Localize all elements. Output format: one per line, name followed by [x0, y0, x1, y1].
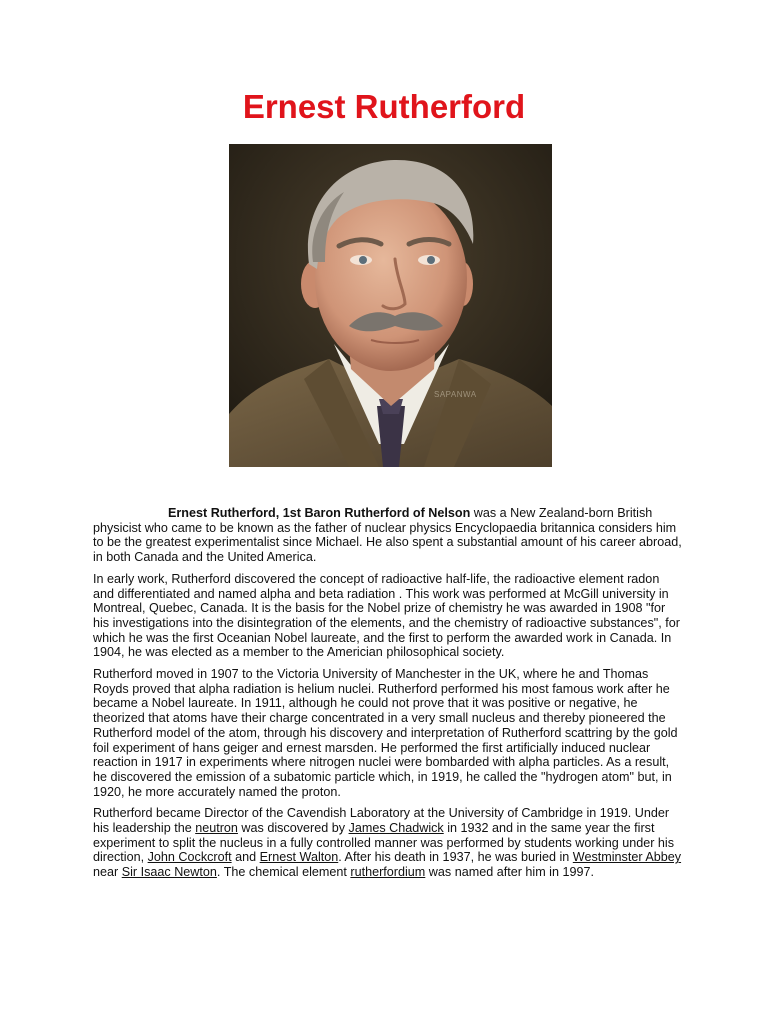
link-westminster-abbey[interactable]: Westminster Abbey: [572, 850, 682, 865]
link-neutron[interactable]: neutron: [195, 821, 238, 836]
portrait-watermark: SAPANWA: [434, 390, 477, 399]
portrait-illustration: [229, 144, 552, 467]
cambridge-text-2: was discovered by: [237, 821, 349, 836]
intro-text: was a New Zealand-born British physicist who came to be known as the father of nuclear physics Encyclopaedia britannica considers him to be the greatest experimentalist since Michael. He also spent a substantial amount of his career abroad, in both Canada and the United America.: [93, 506, 682, 565]
cambridge-text-7: . The chemical element: [216, 865, 351, 880]
cambridge-text-4: and: [231, 850, 260, 865]
paragraph-intro: [93, 506, 683, 565]
cambridge-text-1: Rutherford became Director of the Cavendish Laboratory at the University of Cambridge in 1919. Under his leadership the: [93, 806, 670, 836]
link-john-cockcroft[interactable]: John Cockcroft: [147, 850, 232, 865]
link-rutherfordium[interactable]: rutherfordium: [350, 865, 426, 880]
link-ernest-walton[interactable]: Ernest Walton: [259, 850, 339, 865]
paragraph-cambridge: [93, 806, 683, 880]
link-james-chadwick[interactable]: James Chadwick: [348, 821, 444, 836]
cambridge-text-8: was named after him in 1997.: [425, 865, 595, 880]
link-sir-isaac-newton[interactable]: Sir Isaac Newton: [121, 865, 217, 880]
subject-full-name: Ernest Rutherford, 1st Baron Rutherford of Nelson: [168, 506, 471, 520]
cambridge-text-6: near: [93, 865, 122, 880]
portrait-photo: [229, 144, 552, 467]
paragraph-manchester: Rutherford moved in 1907 to the Victoria University of Manchester in the UK, where he and Thomas Royds proved that alpha radiation is helium nuclei. Rutherford performed his most famous work after he became a Nobel laureate. In 1911, although he could not prove that it was positive or negative, he theorized that atoms have their charge concentrated in a very small nucleus and thereby pioneered the Rutherford model of the atom, through his discovery and interpretation of Rutherford scattring by the gold foil experiment of hans geiger and ernest marsden. He performed the first artificially induced nuclear reaction in 1917 in experiments where nitrogen nuclei were bombarded with alpha particles. As a result, he discovered the emission of a subatomic particle which, in 1919, he called the "hydrogen atom" but, in 1920, he more accurately named the proton.: [93, 667, 678, 799]
cambridge-text-3: in 1932 and in the same year the first experiment to split the nucleus in a fully controlled manner was performed by students working under his direction,: [93, 821, 675, 865]
cambridge-text-5: . After his death in 1937, he was buried in: [338, 850, 573, 865]
paragraph-early-work: In early work, Rutherford discovered the concept of radioactive half-life, the radioactive element radon and differentiated and named alpha and beta radiation . This work was performed at McGill university in Montreal, Quebec, Canada. It is the basis for the Nobel prize of chemistry he was awarded in 1908 "for his investigations into the disintegration of the elements, and the chemistry of radioactive substances", for which he was the first Oceanian Nobel laureate, and the first to perform the awarded work in Canada. In 1904, he was elected as a member to the Americian philosophical society.: [93, 571, 680, 660]
page-title: Ernest Rutherford: [242, 88, 526, 125]
article-body: [93, 506, 683, 887]
